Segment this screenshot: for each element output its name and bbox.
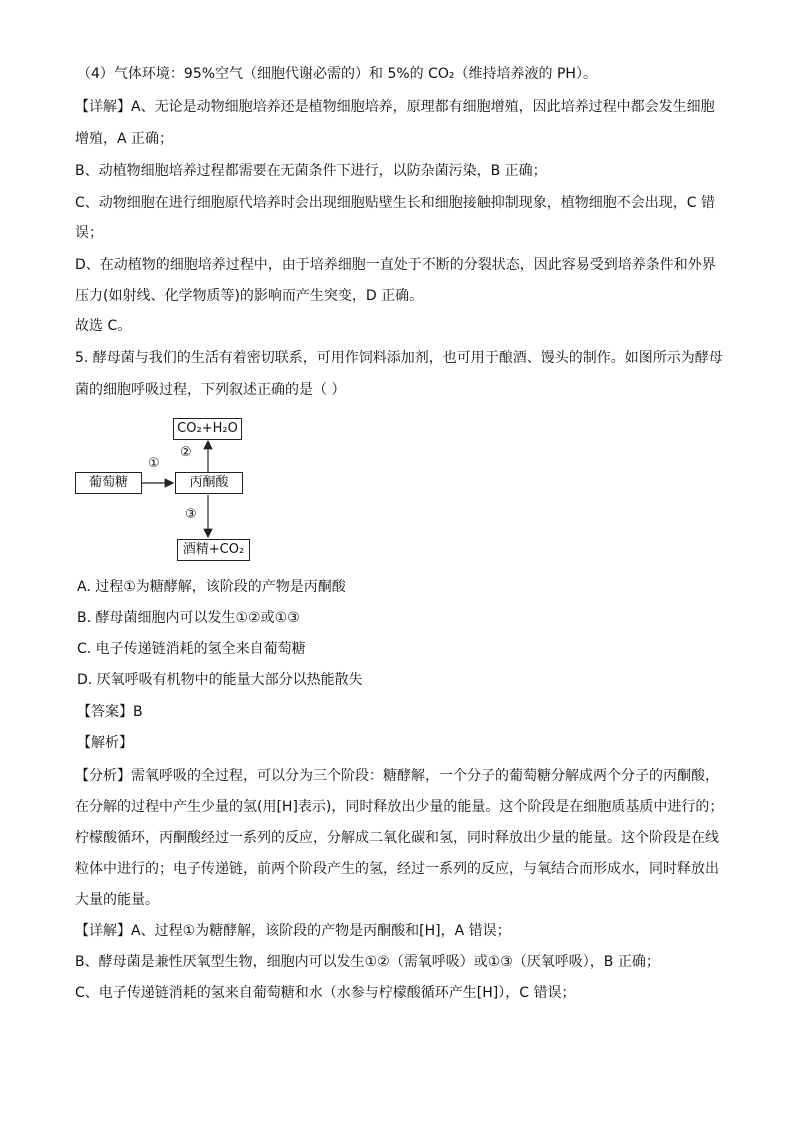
detail-line: 增殖，A 正确； (75, 131, 174, 147)
gas-environment-line: （4）气体环境：95%空气（细胞代谢必需的）和 5%的 CO₂（维持培养液的 PH）。 (77, 66, 597, 82)
co2-h2o-box: CO₂+H₂O (173, 418, 242, 440)
analysis-line: 大量的能量。 (75, 892, 159, 908)
step-3-label: ③ (185, 507, 197, 522)
ethanol-co2-box: 酒精+CO₂ (177, 539, 250, 561)
option-d: D. 厌氧呼吸有机物中的能量大部分以热能散失 (77, 672, 363, 688)
option-b: B. 酵母菌细胞内可以发生①②或①③ (77, 610, 300, 626)
analysis-line: 粒体中进行的；电子传递链，前两个阶段产生的氢，经过一系列的反应，与氧结合而形成水，同时释放出 (75, 861, 719, 877)
choice-line: 故选 C。 (75, 318, 132, 334)
analysis-line: 在分解的过程中产生少量的氢(用[H]表示)，同时释放出少量的能量。这个阶段是在细胞质基质中进行的； (75, 799, 724, 815)
analysis-line: 【分析】需氧呼吸的全过程，可以分为三个阶段：糖酵解，一个分子的葡萄糖分解成两个分子的丙酮酸， (75, 768, 719, 784)
detail-line: 【详解】A、过程①为糖酵解，该阶段的产物是丙酮酸和[H]，A 错误； (75, 923, 511, 939)
step-1-label: ① (148, 456, 160, 471)
detail-line: 误； (75, 225, 103, 241)
step-2-label: ② (180, 445, 192, 460)
pyruvate-box: 丙酮酸 (175, 472, 243, 494)
detail-line: 压力(如射线、化学物质等)的影响而产生突变，D 正确。 (75, 288, 424, 304)
question-stem: 5. 酵母菌与我们的生活有着密切联系，可用作饲料添加剂，也可用于酿酒、馒头的制作。如图所示为酵母 (75, 350, 723, 366)
detail-line: 【详解】A、无论是动物细胞培养还是植物细胞培养，原理都有细胞增殖，因此培养过程中都会发生细胞 (75, 99, 715, 115)
detail-line: D、在动植物的细胞培养过程中，由于培养细胞一直处于不断的分裂状态，因此容易受到培养条件和外界 (75, 257, 716, 273)
answer-line: 【答案】B (77, 704, 143, 720)
analysis-heading: 【解析】 (77, 735, 133, 751)
detail-line: B、酵母菌是兼性厌氧型生物，细胞内可以发生①②（需氧呼吸）或①③（厌氧呼吸），B 正确； (75, 954, 660, 970)
detail-line: C、电子传递链消耗的氢来自葡萄糖和水（水参与柠檬酸循环产生[H]），C 错误； (75, 985, 576, 1001)
question-stem: 菌的细胞呼吸过程，下列叙述正确的是（ ） (75, 382, 346, 398)
detail-line: B、动植物细胞培养过程都需要在无菌条件下进行，以防杂菌污染，B 正确； (75, 163, 547, 179)
analysis-line: 柠檬酸循环，丙酮酸经过一系列的反应，分解成二氧化碳和氢，同时释放出少量的能量。这个阶段是在线 (75, 830, 719, 846)
glucose-box: 葡萄糖 (75, 472, 142, 494)
detail-line: C、动物细胞在进行细胞原代培养时会出现细胞贴壁生长和细胞接触抑制现象，植物细胞不会出现，C 错 (75, 195, 715, 211)
option-a: A. 过程①为糖酵解，该阶段的产物是丙酮酸 (77, 579, 346, 595)
option-c: C. 电子传递链消耗的氢全来自葡萄糖 (77, 641, 306, 657)
